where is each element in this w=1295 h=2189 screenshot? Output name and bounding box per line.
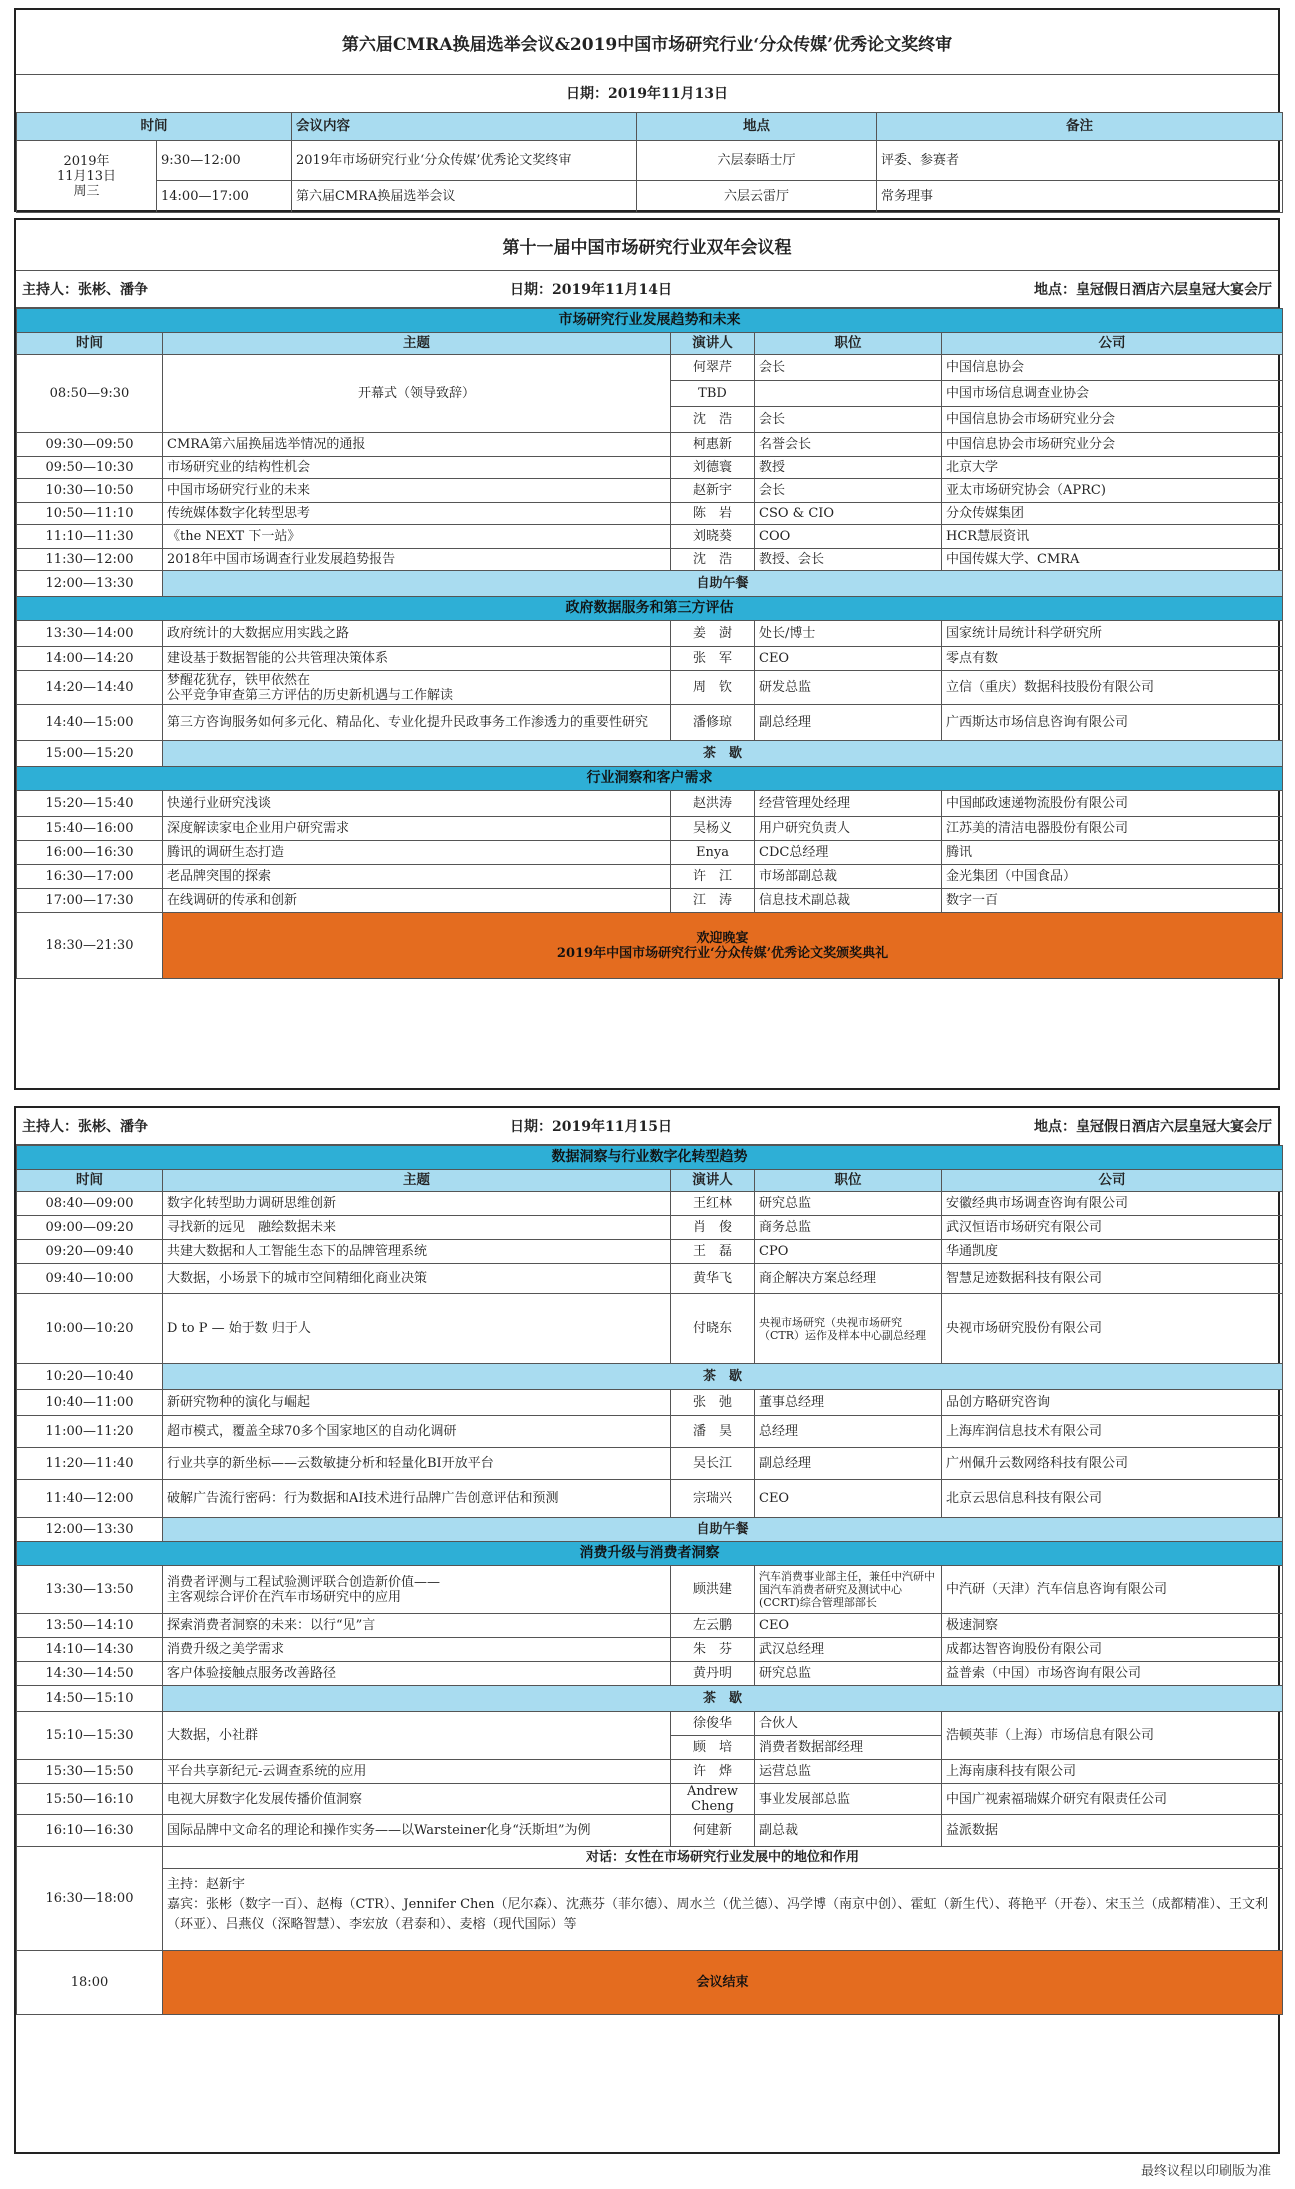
day2-meta xyxy=(16,1108,1278,1145)
agenda-row xyxy=(17,1390,1283,1416)
agenda-row xyxy=(17,1480,1283,1518)
agenda-row xyxy=(17,1638,1283,1662)
title-cell: 会长 xyxy=(755,355,942,381)
title-cell: 汽车消费事业部主任，兼任中汽研中国汽车消费者研究及测试中心(CCRT)综合管理部部长 xyxy=(755,1566,942,1614)
company-cell: 上海库润信息技术有限公司 xyxy=(942,1416,1283,1448)
day2-table xyxy=(16,1145,1283,2015)
speaker-cell: 潘 昊 xyxy=(671,1416,755,1448)
time-cell: 14:10—14:30 xyxy=(17,1638,163,1662)
title-cell: 消费者数据部经理 xyxy=(755,1736,942,1760)
title-cell: 董事总经理 xyxy=(755,1390,942,1416)
title-cell: 央视市场研究（央视市场研究（CTR）运作及样本中心副总经理 xyxy=(755,1294,942,1364)
day1-title: 第十一届中国市场研究行业双年会议程 xyxy=(16,220,1278,271)
time-cell: 08:40—09:00 xyxy=(17,1192,163,1216)
dialogue-title: 对话：女性在市场研究行业发展中的地位和作用 xyxy=(163,1847,1283,1869)
title-cell: COO xyxy=(755,525,942,549)
title-cell xyxy=(755,381,942,407)
day1-section xyxy=(14,218,1280,1090)
title-cell: CEO xyxy=(755,1614,942,1638)
col-header: 地点 xyxy=(637,113,877,141)
section-heading: 政府数据服务和第三方评估 xyxy=(17,597,1283,621)
time-cell: 10:50—11:10 xyxy=(17,503,163,525)
award-day: 2019年 11月13日 周三 xyxy=(17,141,157,213)
host-label: 主持人：张彬、潘争 xyxy=(22,1119,148,1135)
speaker-cell: 刘晓葵 xyxy=(671,525,755,549)
col-header: 会议内容 xyxy=(292,113,637,141)
title-cell: 信息技术副总裁 xyxy=(755,889,942,913)
day1-meta xyxy=(16,271,1278,308)
col-header: 主题 xyxy=(163,1170,671,1192)
lunch-break: 自助午餐 xyxy=(163,571,1283,597)
speaker-cell: 顾洪建 xyxy=(671,1566,755,1614)
title-cell: 处长/博士 xyxy=(755,621,942,647)
topic-cell: 市场研究业的结构性机会 xyxy=(163,457,671,479)
agenda-row xyxy=(17,433,1283,457)
speaker-cell: 许 江 xyxy=(671,865,755,889)
title-cell: 副总经理 xyxy=(755,705,942,741)
speaker-cell: 江 涛 xyxy=(671,889,755,913)
time-cell: 10:00—10:20 xyxy=(17,1294,163,1364)
title-cell: 研究总监 xyxy=(755,1192,942,1216)
time-cell: 09:00—09:20 xyxy=(17,1216,163,1240)
place-cell: 六层云雷厅 xyxy=(637,181,877,213)
time-cell: 16:00—16:30 xyxy=(17,841,163,865)
time-cell: 13:50—14:10 xyxy=(17,1614,163,1638)
title-cell: 研发总监 xyxy=(755,671,942,705)
col-header: 演讲人 xyxy=(671,333,755,355)
company-cell: 智慧足迹数据科技有限公司 xyxy=(942,1264,1283,1294)
time-cell: 15:40—16:00 xyxy=(17,817,163,841)
topic-cell: D to P — 始于数 归于人 xyxy=(163,1294,671,1364)
topic-cell: 梦醒花犹存，铁甲依然在 公平竞争审查第三方评估的历史新机遇与工作解读 xyxy=(163,671,671,705)
speaker-cell: 张 弛 xyxy=(671,1390,755,1416)
title-cell: CSO & CIO xyxy=(755,503,942,525)
speaker-cell: 吴长江 xyxy=(671,1448,755,1480)
speaker-cell: 柯惠新 xyxy=(671,433,755,457)
dinner-title: 欢迎晚宴 xyxy=(696,930,749,946)
time-cell: 15:20—15:40 xyxy=(17,791,163,817)
agenda-row xyxy=(17,503,1283,525)
topic-cell: 第三方咨询服务如何多元化、精品化、专业化提升民政事务工作渗透力的重要性研究 xyxy=(163,705,671,741)
topic-cell: 消费者评测与工程试验测评联合创造新价值—— 主客观综合评价在汽车市场研究中的应用 xyxy=(163,1566,671,1614)
company-cell: 益派数据 xyxy=(942,1815,1283,1847)
time-cell: 14:50—15:10 xyxy=(17,1686,163,1712)
speaker-cell: 肖 俊 xyxy=(671,1216,755,1240)
speaker-cell: 何翠芹 xyxy=(671,355,755,381)
time-cell: 15:30—15:50 xyxy=(17,1760,163,1784)
title-cell: 副总裁 xyxy=(755,1815,942,1847)
title-cell: CPO xyxy=(755,1240,942,1264)
time-cell: 11:30—12:00 xyxy=(17,549,163,571)
section-heading: 市场研究行业发展趋势和未来 xyxy=(17,309,1283,333)
award-section xyxy=(14,8,1280,212)
topic-cell: 行业共享的新坐标——云数敏捷分析和轻量化BI开放平台 xyxy=(163,1448,671,1480)
company-cell: 中国信息协会 xyxy=(942,355,1283,381)
company-cell: 亚太市场研究协会（APRC) xyxy=(942,479,1283,503)
company-cell: 成都达智咨询股份有限公司 xyxy=(942,1638,1283,1662)
topic-cell: 2018年中国市场调查行业发展趋势报告 xyxy=(163,549,671,571)
day1-table xyxy=(16,308,1283,979)
topic-cell: 新研究物种的演化与崛起 xyxy=(163,1390,671,1416)
welcome-dinner xyxy=(163,913,1283,979)
agenda-row xyxy=(17,1416,1283,1448)
time-cell: 13:30—14:00 xyxy=(17,621,163,647)
topic-cell: 大数据，小场景下的城市空间精细化商业决策 xyxy=(163,1264,671,1294)
lunch-break: 自助午餐 xyxy=(163,1518,1283,1542)
time-cell: 14:40—15:00 xyxy=(17,705,163,741)
title-cell: CEO xyxy=(755,1480,942,1518)
note-cell: 常务理事 xyxy=(877,181,1283,213)
title-cell: 会长 xyxy=(755,407,942,433)
company-cell: 华通凯度 xyxy=(942,1240,1283,1264)
col-header: 时间 xyxy=(17,333,163,355)
title-cell: 事业发展部总监 xyxy=(755,1784,942,1815)
col-header: 时间 xyxy=(17,1170,163,1192)
section-heading: 行业洞察和客户需求 xyxy=(17,767,1283,791)
speaker-cell: 沈 浩 xyxy=(671,407,755,433)
topic-cell: 开幕式（领导致辞） xyxy=(163,355,671,433)
time-cell: 09:20—09:40 xyxy=(17,1240,163,1264)
col-header: 演讲人 xyxy=(671,1170,755,1192)
topic-cell: 电视大屏数字化发展传播价值洞察 xyxy=(163,1784,671,1815)
note-cell: 评委、参赛者 xyxy=(877,141,1283,181)
agenda-row xyxy=(17,1264,1283,1294)
agenda-row xyxy=(17,1216,1283,1240)
time-cell: 11:10—11:30 xyxy=(17,525,163,549)
title-cell: 教授、会长 xyxy=(755,549,942,571)
agenda-row xyxy=(17,479,1283,503)
speaker-cell: 赵洪涛 xyxy=(671,791,755,817)
col-header: 主题 xyxy=(163,333,671,355)
time-cell: 18:30—21:30 xyxy=(17,913,163,979)
time-cell: 10:30—10:50 xyxy=(17,479,163,503)
company-cell: 益普索（中国）市场咨询有限公司 xyxy=(942,1662,1283,1686)
topic-cell: 破解广告流行密码：行为数据和AI技术进行品牌广告创意评估和预测 xyxy=(163,1480,671,1518)
time-cell: 15:50—16:10 xyxy=(17,1784,163,1815)
col-header: 备注 xyxy=(877,113,1283,141)
time-cell: 15:00—15:20 xyxy=(17,741,163,767)
agenda-row xyxy=(17,841,1283,865)
topic-cell: 消费升级之美学需求 xyxy=(163,1638,671,1662)
host-label: 主持人：张彬、潘争 xyxy=(22,282,148,298)
topic-cell: 老品牌突围的探索 xyxy=(163,865,671,889)
award-title: 第六届CMRA换届选举会议&2019中国市场研究行业‘分众传媒’优秀论文奖终审 xyxy=(16,10,1278,75)
company-cell: 浩顿英菲（上海）市场信息有限公司 xyxy=(942,1712,1283,1760)
company-cell: 上海南康科技有限公司 xyxy=(942,1760,1283,1784)
title-cell: 武汉总经理 xyxy=(755,1638,942,1662)
title-cell: 合伙人 xyxy=(755,1712,942,1736)
content-cell: 第六届CMRA换届选举会议 xyxy=(292,181,637,213)
speaker-cell: 王红林 xyxy=(671,1192,755,1216)
company-cell: 中国广视索福瑞媒介研究有限责任公司 xyxy=(942,1784,1283,1815)
speaker-cell: Enya xyxy=(671,841,755,865)
date-label: 日期：2019年11月14日 xyxy=(510,282,672,298)
company-cell: 零点有数 xyxy=(942,647,1283,671)
topic-cell: 深度解读家电企业用户研究需求 xyxy=(163,817,671,841)
title-cell: 副总经理 xyxy=(755,1448,942,1480)
speaker-cell: TBD xyxy=(671,381,755,407)
time-cell: 09:30—09:50 xyxy=(17,433,163,457)
title-cell: 运营总监 xyxy=(755,1760,942,1784)
time-cell: 10:20—10:40 xyxy=(17,1364,163,1390)
time-cell: 17:00—17:30 xyxy=(17,889,163,913)
company-cell: HCR慧辰资讯 xyxy=(942,525,1283,549)
speaker-cell: 何建新 xyxy=(671,1815,755,1847)
topic-cell: 传统媒体数字化转型思考 xyxy=(163,503,671,525)
company-cell: 立信（重庆）数据科技股份有限公司 xyxy=(942,671,1283,705)
agenda-row xyxy=(17,1614,1283,1638)
speaker-cell: 朱 芬 xyxy=(671,1638,755,1662)
speaker-cell: 许 烨 xyxy=(671,1760,755,1784)
time-cell: 14:20—14:40 xyxy=(17,671,163,705)
award-date: 日期：2019年11月13日 xyxy=(16,74,1278,113)
company-cell: 北京云思信息科技有限公司 xyxy=(942,1480,1283,1518)
col-header: 时间 xyxy=(17,113,292,141)
topic-cell: 中国市场研究行业的未来 xyxy=(163,479,671,503)
speaker-cell: 宗瑞兴 xyxy=(671,1480,755,1518)
agenda-row xyxy=(17,1448,1283,1480)
agenda-row xyxy=(17,671,1283,705)
col-header: 职位 xyxy=(755,1170,942,1192)
title-cell: 用户研究负责人 xyxy=(755,817,942,841)
company-cell: 中国信息协会市场研究业分会 xyxy=(942,407,1283,433)
speaker-cell: 沈 浩 xyxy=(671,549,755,571)
agenda-row xyxy=(17,1192,1283,1216)
dialogue-panel xyxy=(163,1869,1283,1951)
date-label: 日期：2019年11月15日 xyxy=(510,1119,672,1135)
company-cell: 中国信息协会市场研究业分会 xyxy=(942,433,1283,457)
company-cell: 安徽经典市场调查咨询有限公司 xyxy=(942,1192,1283,1216)
agenda-row xyxy=(17,1815,1283,1847)
title-cell: 总经理 xyxy=(755,1416,942,1448)
content-cell: 2019年市场研究行业‘分众传媒’优秀论文奖终审 xyxy=(292,141,637,181)
time-cell: 16:30—18:00 xyxy=(17,1847,163,1951)
company-cell: 广西斯达市场信息咨询有限公司 xyxy=(942,705,1283,741)
speaker-cell: 王 磊 xyxy=(671,1240,755,1264)
tea-break: 茶 歇 xyxy=(163,1364,1283,1390)
topic-cell: 探索消费者洞察的未来：以行“见”言 xyxy=(163,1614,671,1638)
topic-cell: 寻找新的远见 融绘数据未来 xyxy=(163,1216,671,1240)
topic-cell: 共建大数据和人工智能生态下的品牌管理系统 xyxy=(163,1240,671,1264)
agenda-row xyxy=(17,621,1283,647)
agenda-row xyxy=(17,865,1283,889)
tea-break: 茶 歇 xyxy=(163,1686,1283,1712)
speaker-cell: 潘修琼 xyxy=(671,705,755,741)
topic-cell: 在线调研的传承和创新 xyxy=(163,889,671,913)
time-cell: 12:00—13:30 xyxy=(17,1518,163,1542)
dialogue-guests: 嘉宾：张彬（数字一百）、赵梅（CTR）、Jennifer Chen（尼尔森）、沈燕芬（菲尔德）、周水兰（优兰德）、冯学博（南京中创）、霍虹（新生代）、蒋艳平（开卷）、宋玉兰（成都精准）、王文利（环亚）、吕燕仪（深略智慧）、李宏放（君泰和）、麦榕（现代国际）等 xyxy=(167,1897,1268,1932)
agenda-row xyxy=(17,647,1283,671)
time-cell: 09:40—10:00 xyxy=(17,1264,163,1294)
speaker-cell: 周 钦 xyxy=(671,671,755,705)
day2-section xyxy=(14,1106,1280,2154)
agenda-row xyxy=(17,817,1283,841)
title-cell: 研究总监 xyxy=(755,1662,942,1686)
time-cell: 16:30—17:00 xyxy=(17,865,163,889)
speaker-cell: 徐俊华 xyxy=(671,1712,755,1736)
title-cell: 经营管理处经理 xyxy=(755,791,942,817)
time-cell: 15:10—15:30 xyxy=(17,1712,163,1760)
col-header: 职位 xyxy=(755,333,942,355)
speaker-cell: 黄丹明 xyxy=(671,1662,755,1686)
agenda-row xyxy=(17,889,1283,913)
title-cell: 名誉会长 xyxy=(755,433,942,457)
topic-cell: 数字化转型助力调研思维创新 xyxy=(163,1192,671,1216)
section-heading: 消费升级与消费者洞察 xyxy=(17,1542,1283,1566)
company-cell: 中国邮政速递物流股份有限公司 xyxy=(942,791,1283,817)
title-cell: CEO xyxy=(755,647,942,671)
company-cell: 央视市场研究股份有限公司 xyxy=(942,1294,1283,1364)
company-cell: 武汉恒语市场研究有限公司 xyxy=(942,1216,1283,1240)
time-cell: 18:00 xyxy=(17,1951,163,2015)
speaker-cell: 顾 培 xyxy=(671,1736,755,1760)
time-cell: 14:00—14:20 xyxy=(17,647,163,671)
time-cell: 08:50—9:30 xyxy=(17,355,163,433)
company-cell: 中国传媒大学、CMRA xyxy=(942,549,1283,571)
topic-cell: 政府统计的大数据应用实践之路 xyxy=(163,621,671,647)
time-cell: 12:00—13:30 xyxy=(17,571,163,597)
title-cell: 商务总监 xyxy=(755,1216,942,1240)
title-cell: CDC总经理 xyxy=(755,841,942,865)
speaker-cell: 左云鹏 xyxy=(671,1614,755,1638)
company-cell: 数字一百 xyxy=(942,889,1283,913)
agenda-row xyxy=(17,1240,1283,1264)
time-cell: 14:30—14:50 xyxy=(17,1662,163,1686)
agenda-row xyxy=(17,791,1283,817)
agenda-row xyxy=(17,1566,1283,1614)
topic-cell: 《the NEXT 下一站》 xyxy=(163,525,671,549)
speaker-cell: 付晓东 xyxy=(671,1294,755,1364)
section-heading: 数据洞察与行业数字化转型趋势 xyxy=(17,1146,1283,1170)
time-cell: 10:40—11:00 xyxy=(17,1390,163,1416)
title-cell: 市场部副总裁 xyxy=(755,865,942,889)
agenda-row xyxy=(17,1760,1283,1784)
topic-cell: 快递行业研究浅谈 xyxy=(163,791,671,817)
speaker-cell: Andrew Cheng xyxy=(671,1784,755,1815)
topic-cell: CMRA第六届换届选举情况的通报 xyxy=(163,433,671,457)
time-cell: 09:50—10:30 xyxy=(17,457,163,479)
company-cell: 腾讯 xyxy=(942,841,1283,865)
topic-cell: 客户体验接触点服务改善路径 xyxy=(163,1662,671,1686)
dinner-subtitle: 2019年中国市场研究行业‘分众传媒’优秀论文奖颁奖典礼 xyxy=(556,945,889,961)
time-cell: 13:30—13:50 xyxy=(17,1566,163,1614)
agenda-row xyxy=(17,705,1283,741)
speaker-cell: 姜 澍 xyxy=(671,621,755,647)
agenda-row xyxy=(17,525,1283,549)
company-cell: 中国市场信息调查业协会 xyxy=(942,381,1283,407)
topic-cell: 国际品牌中文命名的理论和操作实务——以Warsteiner化身“沃斯坦”为例 xyxy=(163,1815,671,1847)
company-cell: 北京大学 xyxy=(942,457,1283,479)
speaker-cell: 陈 岩 xyxy=(671,503,755,525)
title-cell: 会长 xyxy=(755,479,942,503)
speaker-cell: 赵新宇 xyxy=(671,479,755,503)
col-header: 公司 xyxy=(942,333,1283,355)
time-cell: 11:20—11:40 xyxy=(17,1448,163,1480)
time-cell: 14:00—17:00 xyxy=(157,181,292,213)
title-cell: 商企解决方案总经理 xyxy=(755,1264,942,1294)
award-table xyxy=(16,112,1283,213)
company-cell: 江苏美的清洁电器股份有限公司 xyxy=(942,817,1283,841)
time-cell: 11:40—12:00 xyxy=(17,1480,163,1518)
place-cell: 六层泰晤士厅 xyxy=(637,141,877,181)
company-cell: 分众传媒集团 xyxy=(942,503,1283,525)
company-cell: 国家统计局统计科学研究所 xyxy=(942,621,1283,647)
title-cell: 教授 xyxy=(755,457,942,479)
speaker-cell: 黄华飞 xyxy=(671,1264,755,1294)
time-cell: 16:10—16:30 xyxy=(17,1815,163,1847)
company-cell: 品创方略研究咨询 xyxy=(942,1390,1283,1416)
topic-cell: 大数据，小社群 xyxy=(163,1712,671,1760)
topic-cell: 腾讯的调研生态打造 xyxy=(163,841,671,865)
agenda-row xyxy=(17,457,1283,479)
agenda-row xyxy=(17,1784,1283,1815)
company-cell: 极速洞察 xyxy=(942,1614,1283,1638)
col-header: 公司 xyxy=(942,1170,1283,1192)
agenda-row xyxy=(17,1662,1283,1686)
tea-break: 茶 歇 xyxy=(163,741,1283,767)
agenda-row xyxy=(17,549,1283,571)
conference-end: 会议结束 xyxy=(163,1951,1283,2015)
venue-label: 地点：皇冠假日酒店六层皇冠大宴会厅 xyxy=(1034,282,1272,298)
speaker-cell: 吴杨义 xyxy=(671,817,755,841)
company-cell: 中汽研（天津）汽车信息咨询有限公司 xyxy=(942,1566,1283,1614)
topic-cell: 超市模式，覆盖全球70多个国家地区的自动化调研 xyxy=(163,1416,671,1448)
topic-cell: 平台共享新纪元-云调查系统的应用 xyxy=(163,1760,671,1784)
footer-note: 最终议程以印刷版为准 xyxy=(1140,2164,1271,2179)
venue-label: 地点：皇冠假日酒店六层皇冠大宴会厅 xyxy=(1034,1119,1272,1135)
speaker-cell: 张 军 xyxy=(671,647,755,671)
topic-cell: 建设基于数据智能的公共管理决策体系 xyxy=(163,647,671,671)
company-cell: 广州佩升云数网络科技有限公司 xyxy=(942,1448,1283,1480)
speaker-cell: 刘德寰 xyxy=(671,457,755,479)
dialogue-host: 主持：赵新宇 xyxy=(167,1877,246,1892)
time-cell: 11:00—11:20 xyxy=(17,1416,163,1448)
agenda-row xyxy=(17,1294,1283,1364)
time-cell: 9:30—12:00 xyxy=(157,141,292,181)
company-cell: 金光集团（中国食品） xyxy=(942,865,1283,889)
